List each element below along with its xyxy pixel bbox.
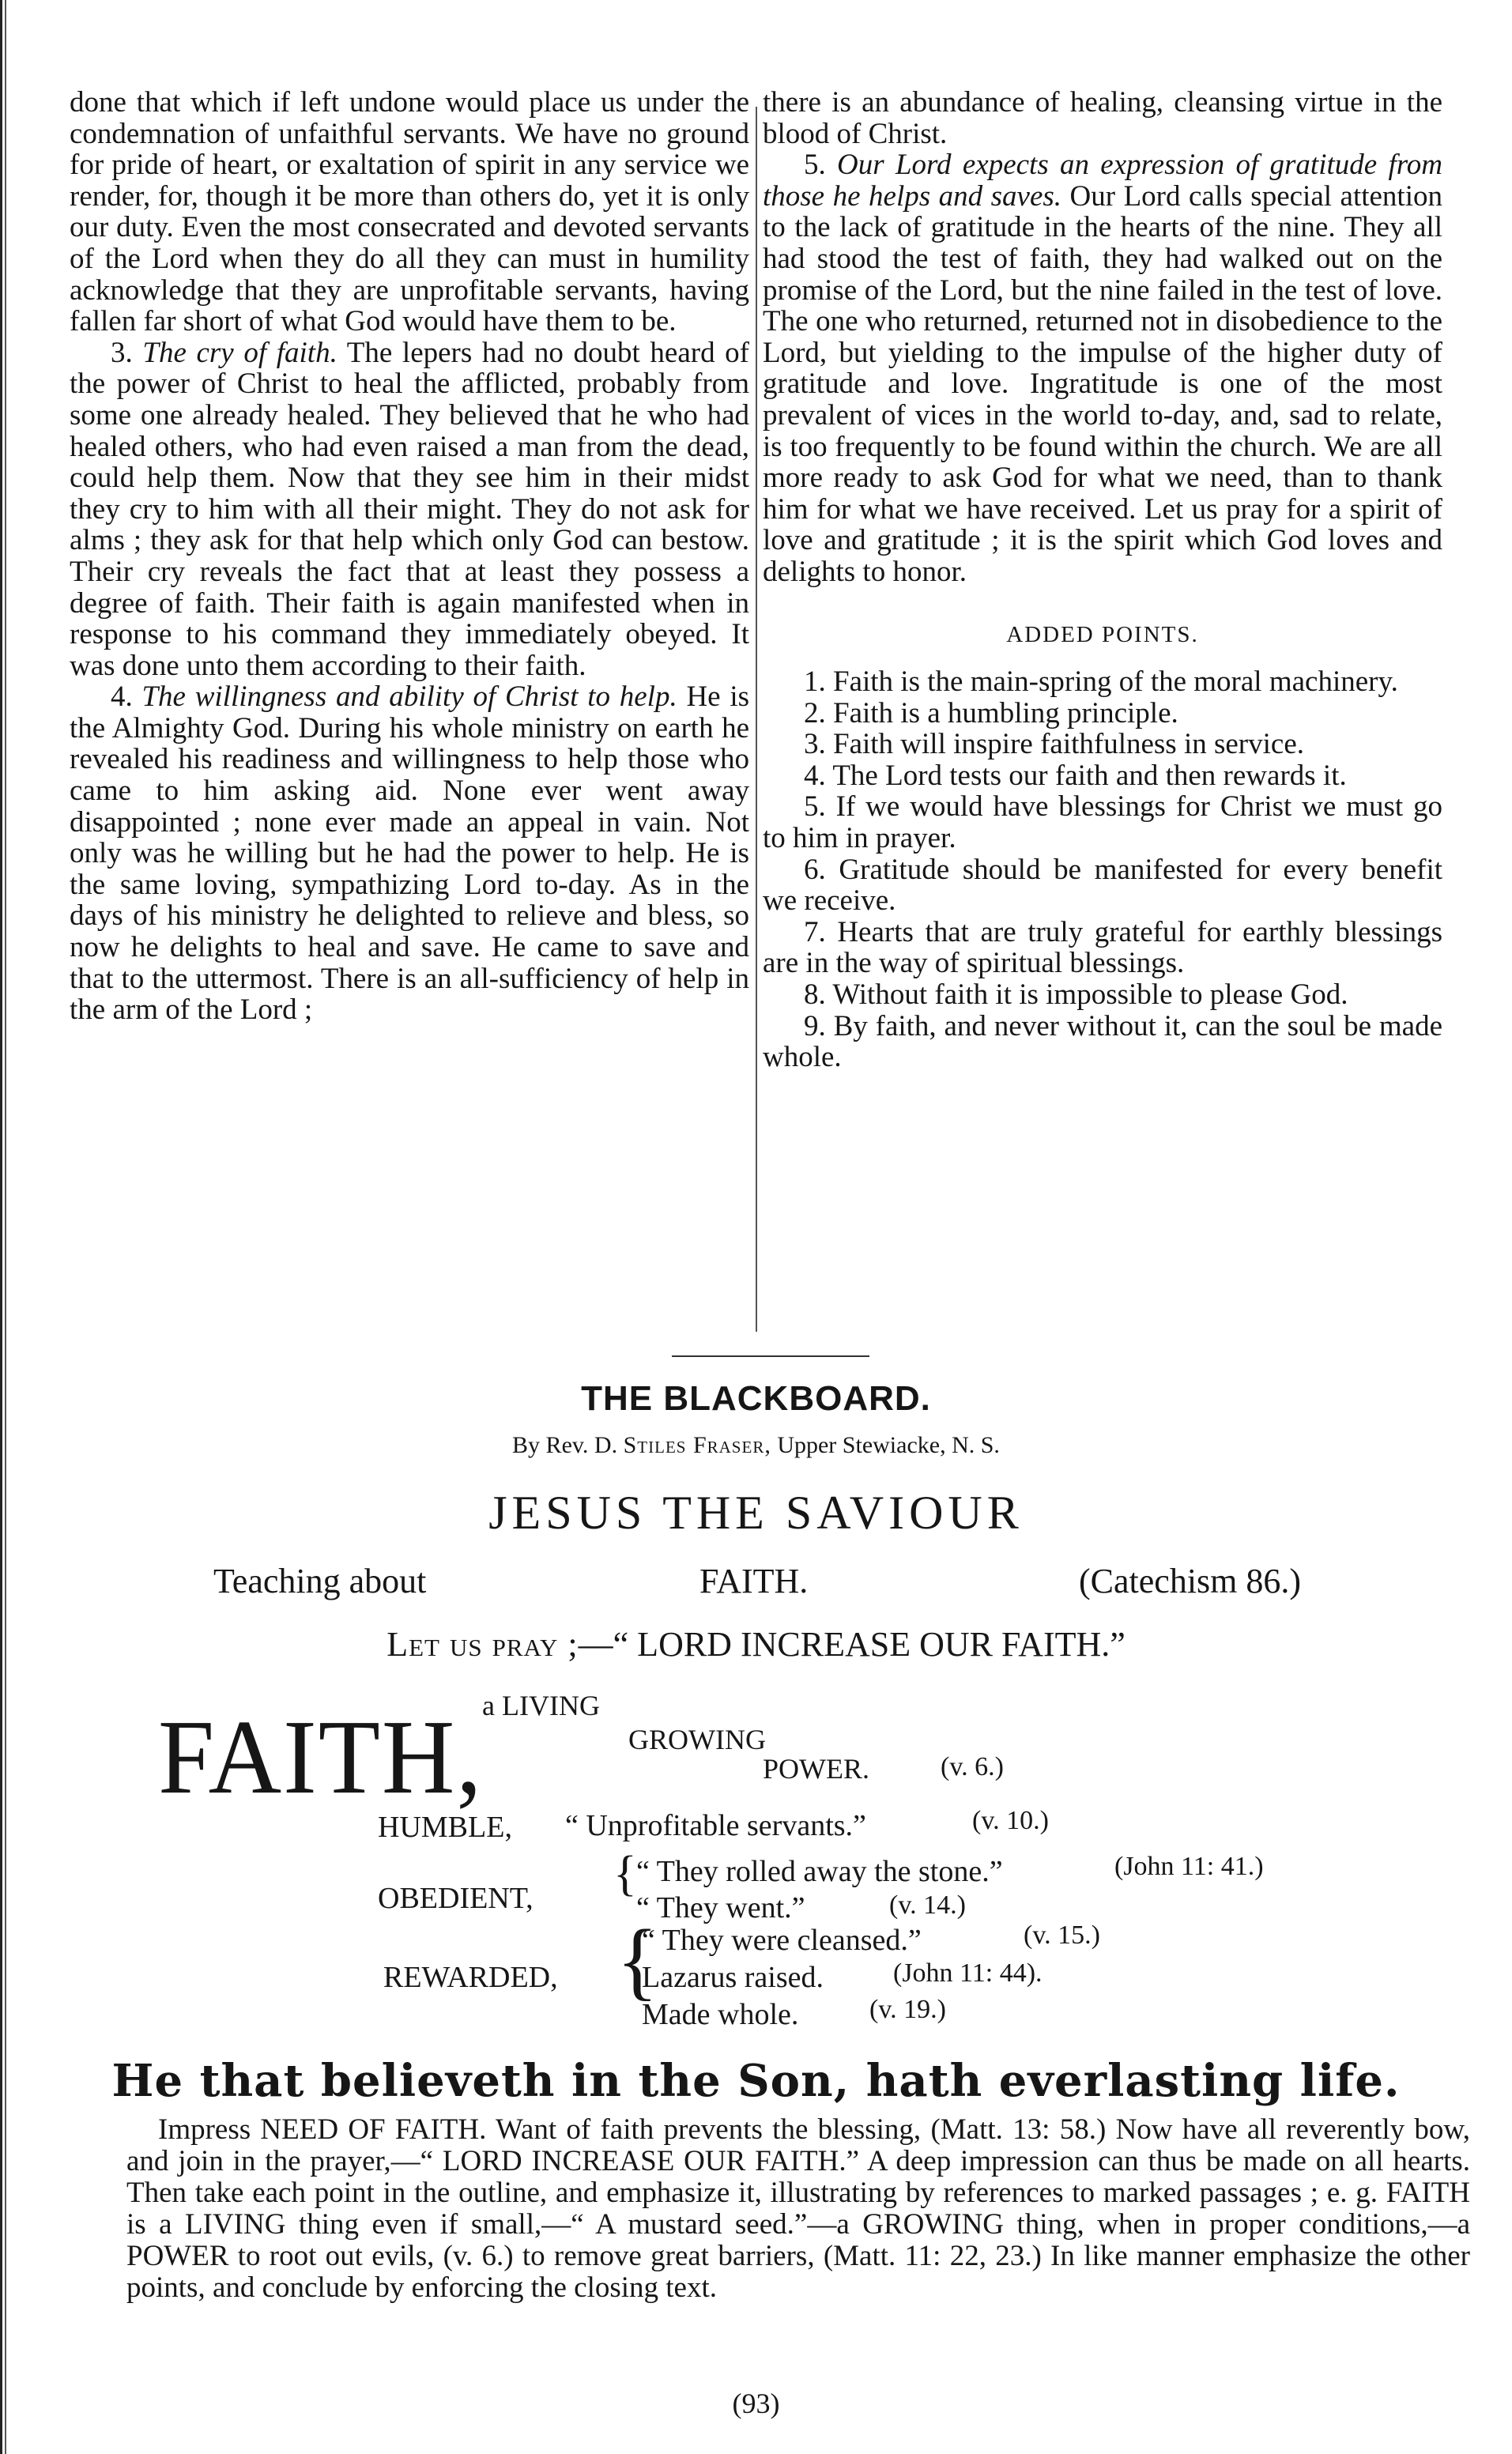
- left-opening-paragraph: done that which if left undone would place us under the condemnation of unfaithful servants. We have no ground for pride of heart, or exaltation of spirit in any service we render, for, though it be more than others do, yet it is only our duty. Even the most consecrated and devoted servants of the Lord when they do all they can must in humility acknowledge that they are unprofitable servants, having fallen far short of what God would have them to be.: [70, 86, 749, 338]
- point-5-number: 5.: [804, 149, 826, 182]
- point-4-number: 4.: [111, 680, 133, 714]
- outline-obedient-line-2: “ They went.”: [636, 1891, 805, 1924]
- blackboard-title: THE BLACKBOARD.: [581, 1379, 931, 1418]
- point-4-text: He is the Almighty God. During his whole ministry on earth he revealed his readiness and willingness to help those who came to him asking aid. None ever went away disappointed ; none ever made an appeal in vain. Not only was he willing but he had the power to help. He is the same loving, sympathizing Lord to-day. As in the days of his ministry he delighted to relieve and bless, so now he delights to heal and save. He came to save and that to the uttermost. There is an all-sufficiency of help in the arm of the Lord ;: [70, 680, 750, 1027]
- added-point-item: 9. By faith, and never without it, can the soul be made whole.: [763, 1009, 1442, 1074]
- outline-obedient-line-1: “ They rolled away the stone.”: [636, 1855, 1003, 1888]
- byline-location: Upper Stewiacke, N. S.: [777, 1432, 1000, 1458]
- teaching-topic: FAITH.: [699, 1562, 809, 1600]
- point-5-paragraph: [763, 149, 1442, 587]
- outline-rewarded-ref-3: (v. 19.): [869, 1995, 946, 2024]
- left-column: [70, 87, 749, 1026]
- teaching-about-label: Teaching about: [213, 1562, 427, 1600]
- point-3-title: The cry of faith.: [142, 336, 337, 369]
- byline-author: Stiles Fraser,: [623, 1432, 771, 1458]
- outline-obedient-ref-1: (John 11: 41.): [1114, 1852, 1264, 1881]
- point-5-text: Our Lord calls special attention to the lack of gratitude in the hearts of the nine. They all had stood the test of faith, they had walked out on the promise of the Lord, but the nine failed in the test of love. The one who returned, returned not in disobedience to the Lord, but yielding to the impulse of the higher duty of gratitude and love. Ingratitude is one of the most prevalent of vices in the world to-day, and, sad to relate, is too frequently to be found within the church. We are all more ready to ask God for what we need, than to thank him for what we have received. Let us pray for a spirit of love and gratitude ; it is the spirit which God loves and delights to honor.: [763, 179, 1442, 588]
- added-points-list: [763, 666, 1442, 1073]
- outline-rewarded-line-2: Lazarus raised.: [642, 1961, 824, 1994]
- prayer-lead: Let us pray ;: [386, 1625, 579, 1664]
- added-points-heading: ADDED POINTS.: [1006, 621, 1199, 647]
- outline-growing: GROWING: [628, 1724, 766, 1755]
- prayer-line: [0, 1624, 1512, 1664]
- added-point-item: 8. Without faith it is impossible to please God.: [804, 978, 1348, 1012]
- rewarded-brace: {: [616, 1912, 658, 2008]
- outline-rewarded-line-1: “ They were cleansed.”: [642, 1924, 922, 1957]
- faith-large-word: FAITH,: [158, 1698, 484, 1816]
- column-divider: [756, 107, 757, 1332]
- added-point-item: 5. If we would have blessings for Christ we must go to him in prayer.: [763, 790, 1442, 855]
- outline-humble-ref: (v. 10.): [972, 1806, 1049, 1835]
- point-4-title: The willingness and ability of Christ to help.: [141, 680, 677, 714]
- added-point-item: 7. Hearts that are truly grateful for earthly blessings are in the way of spiritual blessings.: [763, 915, 1442, 980]
- right-column: [763, 87, 1442, 1073]
- page-number: (93): [732, 2388, 780, 2419]
- outline-obedient: OBEDIENT,: [378, 1882, 534, 1915]
- outline-obedient-ref-2: (v. 14.): [889, 1890, 966, 1920]
- blackboard-main-heading: JESUS THE SAVIOUR: [488, 1487, 1024, 1539]
- outline-rewarded-ref-1: (v. 15.): [1024, 1921, 1100, 1950]
- outline-humble: HUMBLE,: [378, 1811, 512, 1844]
- point-3-paragraph: [70, 337, 749, 682]
- point-4-paragraph: [70, 681, 749, 1026]
- added-point-item: 1. Faith is the main-spring of the moral machinery.: [804, 665, 1398, 699]
- outline-rewarded-line-3: Made whole.: [642, 1998, 799, 2031]
- outline-rewarded-ref-2: (John 11: 44).: [893, 1958, 1043, 1988]
- added-point-item: 2. Faith is a humbling principle.: [804, 696, 1178, 729]
- point-3-text: The lepers had no doubt heard of the power of Christ to heal the afflicted, probably from some one already healed. They believed that he who had healed others, who had even raised a man from the dead, could help them. Now that they see him in their midst they cry to him with all their might. They do not ask for alms ; they ask for that help which only God can bestow. Their cry reveals the fact that at least they possess a degree of faith. Their faith is again manifested when in response to his command they immediately obeyed. It was done unto them according to their faith.: [70, 336, 750, 682]
- point-3-number: 3.: [111, 336, 133, 369]
- added-point-item: 3. Faith will inspire faithfulness in service.: [804, 728, 1304, 761]
- right-intro-text: there is an abundance of healing, cleansing virtue in the blood of Christ.: [763, 86, 1442, 150]
- blackboard-instructions: Impress NEED OF FAITH. Want of faith prevents the blessing, (Matt. 13: 58.) Now have all reverently bow, and join in the prayer,—“ LORD INCREASE OUR FAITH.” A deep impression can thus be made on all hearts. Then take each point in the outline, and emphasize it, illustrating by references to marked passages ; e. g. FAITH is a LIVING thing even if small,—“ A mustard seed.”—a GROWING thing, when in proper conditions,—a POWER to root out evils, (v. 6.) to remove great barriers, (Matt. 11: 22, 23.) In like manner emphasize the other points, and conclude by enforcing the closing text.: [126, 2113, 1470, 2304]
- outline-rewarded: REWARDED,: [383, 1961, 558, 1994]
- added-point-item: 6. Gratitude should be manifested for every benefit we receive.: [763, 853, 1442, 918]
- outline-humble-quote: “ Unprofitable servants.”: [565, 1809, 866, 1842]
- obedient-brace: {: [613, 1847, 637, 1901]
- prayer-text: —“ LORD INCREASE OUR FAITH.”: [578, 1625, 1126, 1664]
- closing-text-blackletter: He that believeth in the Son, hath everlasting life.: [111, 2055, 1401, 2107]
- blackboard-byline: [0, 1432, 1512, 1459]
- outline-power: POWER.: [763, 1753, 869, 1785]
- outline-power-ref: (v. 6.): [941, 1752, 1004, 1781]
- byline-prefix: By Rev. D.: [512, 1432, 618, 1458]
- outline-living: a LIVING: [482, 1690, 600, 1721]
- catechism-reference: (Catechism 86.): [1079, 1562, 1302, 1600]
- point-5-title: Our Lord expects an expression of gratitude from those he helps and saves.: [763, 149, 1442, 213]
- section-divider-rule: [672, 1355, 869, 1357]
- added-point-item: 4. The Lord tests our faith and then rewards it.: [804, 759, 1347, 792]
